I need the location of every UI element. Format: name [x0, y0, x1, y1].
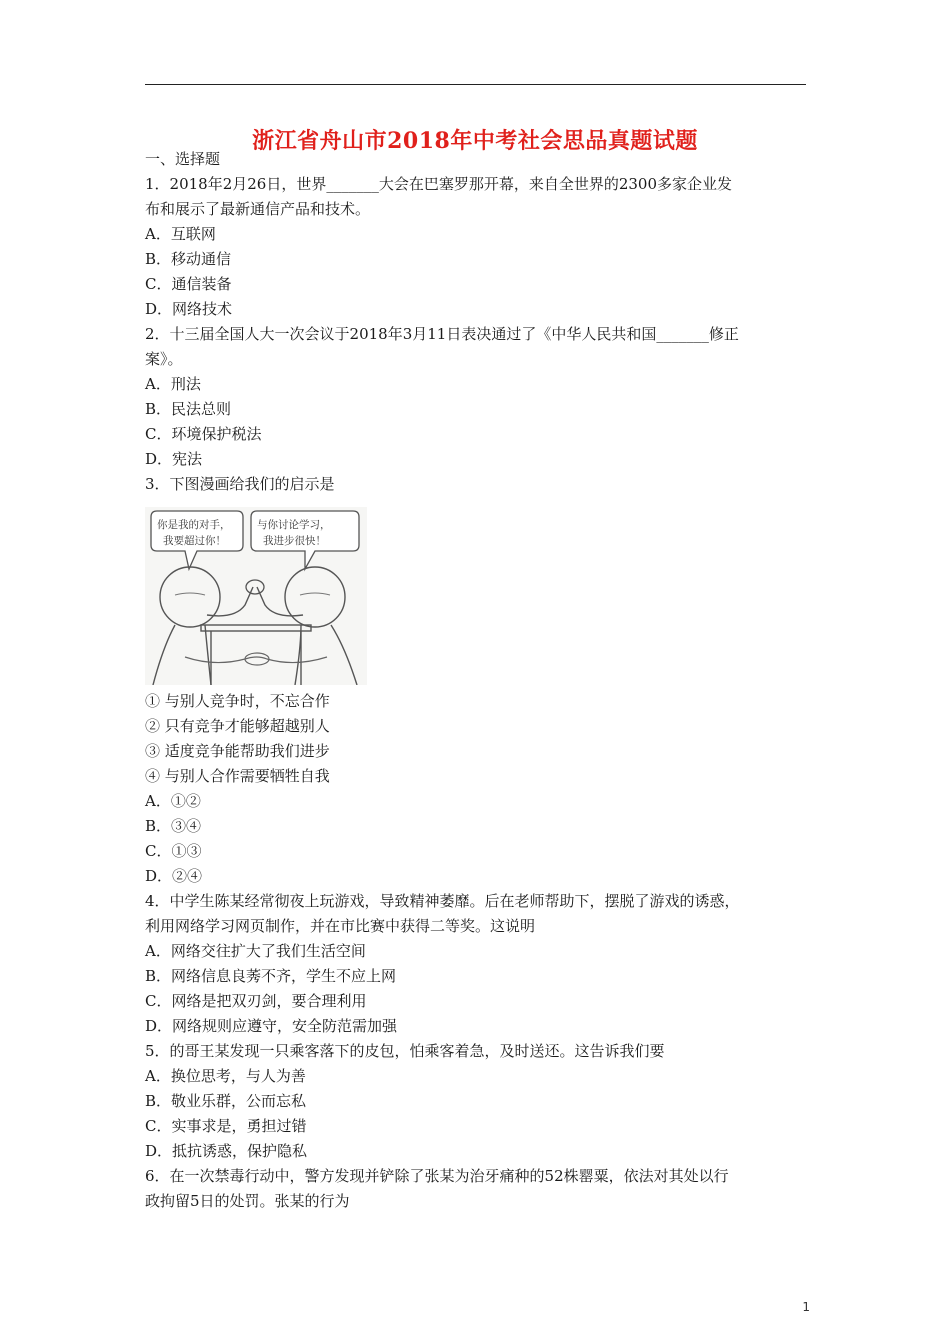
- question-stem-line: 5．的哥王某发现一只乘客落下的皮包，怕乘客着急，及时送还。这告诉我们要: [145, 1042, 665, 1060]
- question-stem-line: 政拘留5日的处罚。张某的行为: [145, 1192, 350, 1210]
- question-5: [145, 1039, 810, 1164]
- option-d: D．宪法: [145, 450, 203, 468]
- right-bubble-line-1: 与你讨论学习，: [257, 519, 331, 531]
- statement-4: ④ 与别人合作需要牺牲自我: [145, 767, 330, 785]
- option-d: D．网络规则应遵守，安全防范需加强: [145, 1017, 398, 1035]
- question-stem-line: 布和展示了最新通信产品和技术。: [145, 200, 371, 218]
- option-a: A．刑法: [145, 375, 201, 393]
- question-1: [145, 172, 810, 322]
- right-bubble-line-2: 我进步很快！: [263, 535, 326, 547]
- option-b: B．敬业乐群，公而忘私: [145, 1092, 307, 1110]
- question-stem-line: 1．2018年2月26日，世界_______大会在巴塞罗那开幕，来自全世界的2300多家企业发: [145, 175, 733, 193]
- option-a: A．换位思考，与人为善: [145, 1067, 306, 1085]
- option-c: C．①③: [145, 842, 202, 860]
- left-bubble-line-1: 你是我的对手，: [157, 519, 231, 531]
- option-b: B．③④: [145, 817, 202, 835]
- content: [145, 147, 810, 1214]
- left-bubble-line-2: 我要超过你！: [163, 535, 226, 547]
- option-a: A．互联网: [145, 225, 216, 243]
- statement-2: ② 只有竞争才能够超越别人: [145, 717, 330, 735]
- header-rule: [145, 84, 806, 85]
- option-c: C．环境保护税法: [145, 425, 262, 443]
- page-title: 浙江省舟山市2018年中考社会思品真题试题: [252, 128, 698, 154]
- option-b: B．网络信息良莠不齐，学生不应上网: [145, 967, 397, 985]
- statement-1: ① 与别人竞争时，不忘合作: [145, 692, 330, 710]
- question-6: [145, 1164, 810, 1214]
- question-2: [145, 322, 810, 472]
- option-c: C．网络是把双刃剑，要合理利用: [145, 992, 367, 1010]
- question-stem-line: 4．中学生陈某经常彻夜上玩游戏，导致精神萎靡。后在老师帮助下，摆脱了游戏的诱惑，: [145, 892, 740, 910]
- question-stem-line: 2．十三届全国人大一次会议于2018年3月11日表决通过了《中华人民共和国_______修正: [145, 325, 739, 343]
- option-b: B．移动通信: [145, 250, 232, 268]
- section-heading: 一、选择题: [145, 150, 221, 168]
- option-d: D．网络技术: [145, 300, 233, 318]
- question-3: [145, 472, 810, 889]
- option-b: B．民法总则: [145, 400, 232, 418]
- question-stem-line: 6．在一次禁毒行动中，警方发现并铲除了张某为治牙痛种的52株罂粟，依法对其处以行: [145, 1167, 729, 1185]
- cartoon-image: [145, 507, 367, 685]
- option-d: D．抵抗诱惑，保护隐私: [145, 1142, 308, 1160]
- question-stem-line: 案》。: [145, 350, 183, 368]
- question-stem-line: 3．下图漫画给我们的启示是: [145, 475, 335, 493]
- question-4: [145, 889, 810, 1039]
- option-a: A．①②: [145, 792, 201, 810]
- option-c: C．通信装备: [145, 275, 232, 293]
- question-stem-line: 利用网络学习网页制作，并在市比赛中获得二等奖。这说明: [145, 917, 536, 935]
- statement-3: ③ 适度竞争能帮助我们进步: [145, 742, 330, 760]
- option-c: C．实事求是，勇担过错: [145, 1117, 307, 1135]
- page-number: 1: [802, 1300, 810, 1314]
- option-d: D．②④: [145, 867, 203, 885]
- option-a: A．网络交往扩大了我们生活空间: [145, 942, 366, 960]
